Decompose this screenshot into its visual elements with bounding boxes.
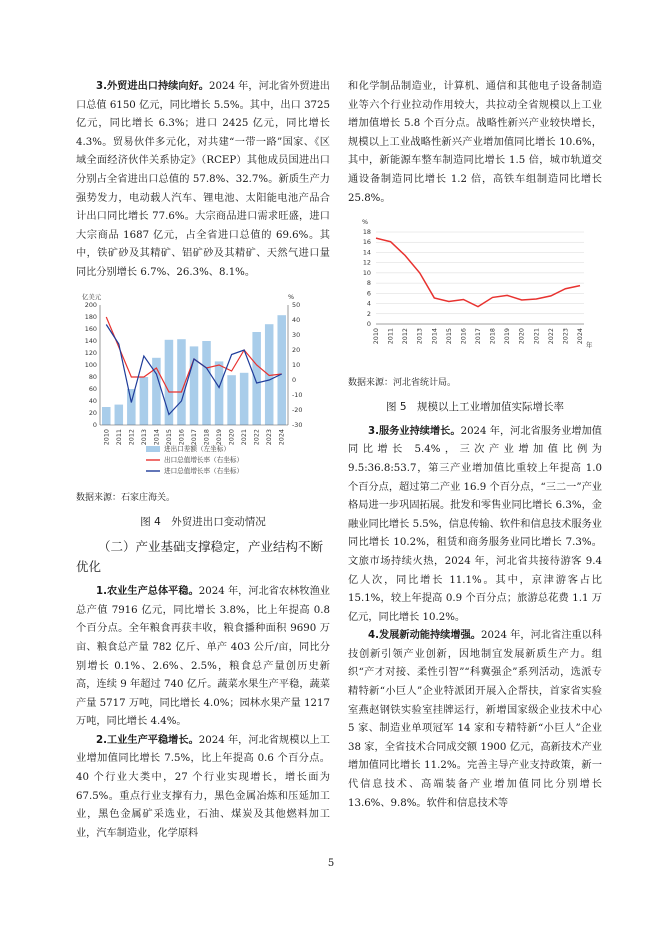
x-tick-label: 2023 — [561, 328, 570, 345]
x-tick-label: 2017 — [190, 428, 198, 445]
bar-trade-balance — [115, 404, 124, 424]
x-tick-label: 2012 — [127, 428, 136, 445]
left-axis-unit: 亿美元 — [82, 292, 102, 301]
left-tick-label: 160 — [84, 324, 97, 333]
x-tick-label: 2015 — [164, 428, 173, 445]
x-tick-label: 2010 — [372, 328, 380, 345]
x-tick-label: 2012 — [401, 328, 410, 345]
bar-trade-balance — [202, 341, 211, 425]
section-title: （二）产业基础支撑稳定，产业结构不断优化 — [76, 539, 324, 575]
bar-trade-balance — [277, 315, 286, 425]
x-tick-label: 2021 — [532, 328, 541, 345]
right-tick-label: 40 — [292, 315, 301, 324]
right-tick-label: -30 — [292, 420, 303, 429]
x-tick-label: 2013 — [139, 428, 148, 445]
x-tick-label: 2022 — [252, 428, 261, 445]
bar-trade-balance — [177, 339, 186, 425]
right-tick-label: -20 — [292, 405, 303, 414]
x-tick-label: 2017 — [474, 328, 482, 345]
left-tick-label: 120 — [84, 348, 97, 357]
paragraph-title: 3.外贸进出口持续向好。 — [96, 81, 209, 92]
x-tick-label: 2020 — [517, 328, 526, 345]
paragraph-body: 2024 年，河北省外贸进出口总值 6150 亿元，同比增长 5.5%。其中，出口 3725 亿元，同比增长 6.3%；进口 2425 亿元，同比增长 4.3%。贸易伙伴多元化，对共建“一带一路”国家、《区域全面经济伙伴关系协定》（RCEP）其他成员国进出口分别占全省进出口总值的 57.8%、32.7%。新质生产力强势发力，电动载人汽车、锂电池、太阳能电池产品合计出口同比增长 77.6%。大宗商品进口需求旺盛，进口大宗商品 1687 亿元，占全省进口总值的 69.6%。其中，铁矿砂及其精矿、铝矿砂及其精矿、天然气进口量同比分别增长 6.7%、26.3%、8.1%。 — [76, 81, 330, 278]
x-tick-label: 2019 — [215, 428, 224, 445]
figure-5-chart — [348, 214, 602, 374]
legend-label: 进口总值增长率（右坐标） — [164, 466, 244, 475]
bar-trade-balance — [165, 339, 174, 424]
paragraph-title: 1.农业生产总体平稳。 — [96, 586, 199, 598]
left-tick-label: 180 — [84, 312, 97, 321]
figure-4-source: 数据来源：石家庄海关。 — [76, 492, 176, 503]
x-tick-label: 2014 — [430, 328, 439, 345]
bar-trade-balance — [102, 407, 111, 425]
bar-trade-balance — [127, 389, 136, 425]
x-tick-label: 2022 — [546, 328, 555, 345]
bar-trade-balance — [240, 372, 249, 424]
right-tick-label: 10 — [292, 360, 301, 369]
bar-trade-balance — [190, 346, 199, 425]
right-tick-label: 0 — [292, 375, 297, 384]
legend-swatch — [146, 446, 160, 452]
y-tick-label: 6 — [366, 289, 371, 298]
paragraph-agriculture — [76, 583, 330, 732]
paragraph-title: 3.服务业持续增长。 — [368, 425, 461, 437]
y-tick-label: 0 — [366, 320, 371, 329]
right-tick-label: 50 — [292, 300, 301, 309]
y-tick-label: 18 — [362, 228, 371, 237]
figure-4-chart — [76, 289, 330, 489]
left-tick-label: 60 — [88, 384, 97, 393]
x-tick-label: 2011 — [114, 428, 123, 445]
x-tick-label: 2020 — [227, 428, 236, 445]
x-axis-unit: 年 — [586, 341, 593, 350]
x-tick-label: 2016 — [459, 328, 468, 345]
x-tick-label: 2010 — [102, 428, 111, 445]
trade-chart-svg — [76, 289, 330, 489]
y-tick-label: 10 — [362, 269, 371, 278]
x-tick-label: 2014 — [152, 428, 161, 445]
right-axis-unit: % — [288, 292, 295, 301]
x-tick-label: 2011 — [386, 328, 395, 345]
y-tick-label: 16 — [362, 238, 371, 247]
left-tick-label: 200 — [84, 300, 97, 309]
paragraph-title: 2.工业生产平稳增长。 — [96, 734, 199, 746]
right-tick-label: 30 — [292, 330, 301, 339]
left-tick-label: 80 — [88, 372, 97, 381]
bar-trade-balance — [227, 375, 236, 425]
paragraph-body: 2024 年，河北省服务业增加值同比增长 5.4%，三次产业增加值比例为 9.5:36.8:53.7，第三产业增加值比重较上年提高 1.0 个百分点，超过第二产业 16.9 个百分点，“三二一”产业格局进一步巩固拓展。批发和零售业同比增长 6.3%，金融业同比增长 5.5%，信息传输、软件和信息技术服务业同比增长 10.2%，租赁和商务服务业同比增长 7.3%。文旅市场持续火热，2024 年，河北省共接待游客 9.4 亿人次，同比增长 11.1%。其中，京津游客占比 15.1%，较上年提高 0.9 个百分点；旅游总花费 1.1 万亿元，同比增长 10.2%。 — [348, 425, 602, 623]
industry-growth-chart-svg — [348, 214, 602, 374]
y-tick-label: 2 — [366, 309, 371, 318]
paragraph-body: 2024 年，河北省农林牧渔业总产值 7916 亿元，同比增长 3.8%，比上年提高 0.8 个百分点。全年粮食再获丰收，粮食播种面积 9690 万亩、粮食总产量 782 亿斤、单产 403 公斤/亩，同比分别增长 0.1%、2.6%、2.5%，粮食总产量创历史新高，连续 9 年超过 740 亿斤。蔬菜水果生产平稳，蔬菜产量 5717 万吨，同比增长 4.0%；园林水果产量 1217 万吨，同比增长 4.4%。 — [76, 586, 330, 728]
paragraph-new-momentum — [348, 627, 602, 813]
x-tick-label: 2024 — [277, 428, 286, 445]
legend-label: 进出口差额（左坐标） — [164, 444, 230, 453]
x-tick-label: 2015 — [444, 328, 453, 345]
y-tick-label: 8 — [366, 279, 371, 288]
bar-trade-balance — [252, 332, 261, 425]
right-tick-label: -10 — [292, 390, 303, 399]
right-column — [348, 78, 602, 813]
y-tick-label: 14 — [362, 248, 371, 257]
paragraph-industry-cont: 和化学制品制造业，计算机、通信和其他电子设备制造业等六个行业拉动作用较大，共拉动全省规模以上工业增加值增长 5.8 个百分点。战略性新兴产业较快增长，规模以上工业战略性新兴产业增加值同比增长 10.6%，其中，新能源车整车制造同比增长 1.5 倍，城市轨道交通设备制造同比增长 1.2 倍，高铁车组制造同比增长 25.8%。 — [348, 81, 602, 204]
paragraph-industry — [76, 732, 330, 844]
left-tick-label: 140 — [84, 336, 97, 345]
legend-label: 出口总值增长率（右坐标） — [164, 455, 244, 464]
paragraph-body: 2024 年，河北省规模以上工业增加值同比增长 7.5%，比上年提高 0.6 个百分点。40 个行业大类中，27 个行业实现增长，增长面为 67.5%。重点行业支撑有力，黑色金属冶炼和压延加工业，黑色金属矿采选业，石油、煤炭及其他燃料加工业，汽车制造业，化学原料 — [76, 734, 330, 839]
y-axis-unit: % — [362, 218, 369, 227]
line-industry-growth — [376, 238, 580, 306]
y-tick-label: 12 — [362, 258, 371, 267]
paragraph-services — [348, 423, 602, 628]
x-tick-label: 2023 — [265, 428, 274, 445]
figure-5-caption: 图 5 规模以上工业增加值实际增长率 — [385, 401, 565, 414]
bar-trade-balance — [140, 377, 149, 425]
figure-4-caption: 图 4 外贸进出口变动情况 — [140, 515, 266, 528]
x-tick-label: 2024 — [576, 328, 584, 345]
left-tick-label: 20 — [88, 408, 97, 417]
right-tick-label: 20 — [292, 345, 301, 354]
x-tick-label: 2018 — [488, 328, 497, 345]
x-tick-label: 2018 — [202, 428, 211, 445]
left-tick-label: 100 — [84, 360, 97, 369]
paragraph-body: 2024 年，河北省注重以科技创新引领产业创新，因地制宜发展新质生产力。组织“产才对接、柔性引智”“科冀强企”系列活动，选派专精特新“小巨人”企业特派团开展入企帮扶，首家省实验室燕赵钢铁实验室挂牌运行，新增国家级企业技术中心 5 家、制造业单项冠军 14 家和专精特新“小巨人”企业 38 家，全省技术合同成交额 1900 亿元，高新技术产业增加值同比增长 11.2%。完善主导产业支持政策，新一代信息技术、高端装备产业增加值同比分别增长 13.6%、9.8%。软件和信息技术等 — [348, 630, 602, 809]
x-tick-label: 2021 — [240, 428, 249, 445]
bar-trade-balance — [215, 361, 224, 425]
x-tick-label: 2013 — [415, 328, 424, 345]
x-tick-label: 2016 — [177, 428, 186, 445]
figure-5-source: 数据来源：河北省统计局。 — [348, 378, 457, 389]
paragraph-title: 4.发展新动能持续增强。 — [368, 630, 481, 642]
left-column — [76, 78, 330, 843]
y-tick-label: 4 — [366, 299, 371, 308]
left-tick-label: 40 — [88, 396, 97, 405]
x-tick-label: 2019 — [503, 328, 512, 345]
left-tick-label: 0 — [92, 420, 97, 429]
paragraph-foreign-trade — [76, 78, 330, 283]
page-number: 5 — [327, 858, 335, 869]
